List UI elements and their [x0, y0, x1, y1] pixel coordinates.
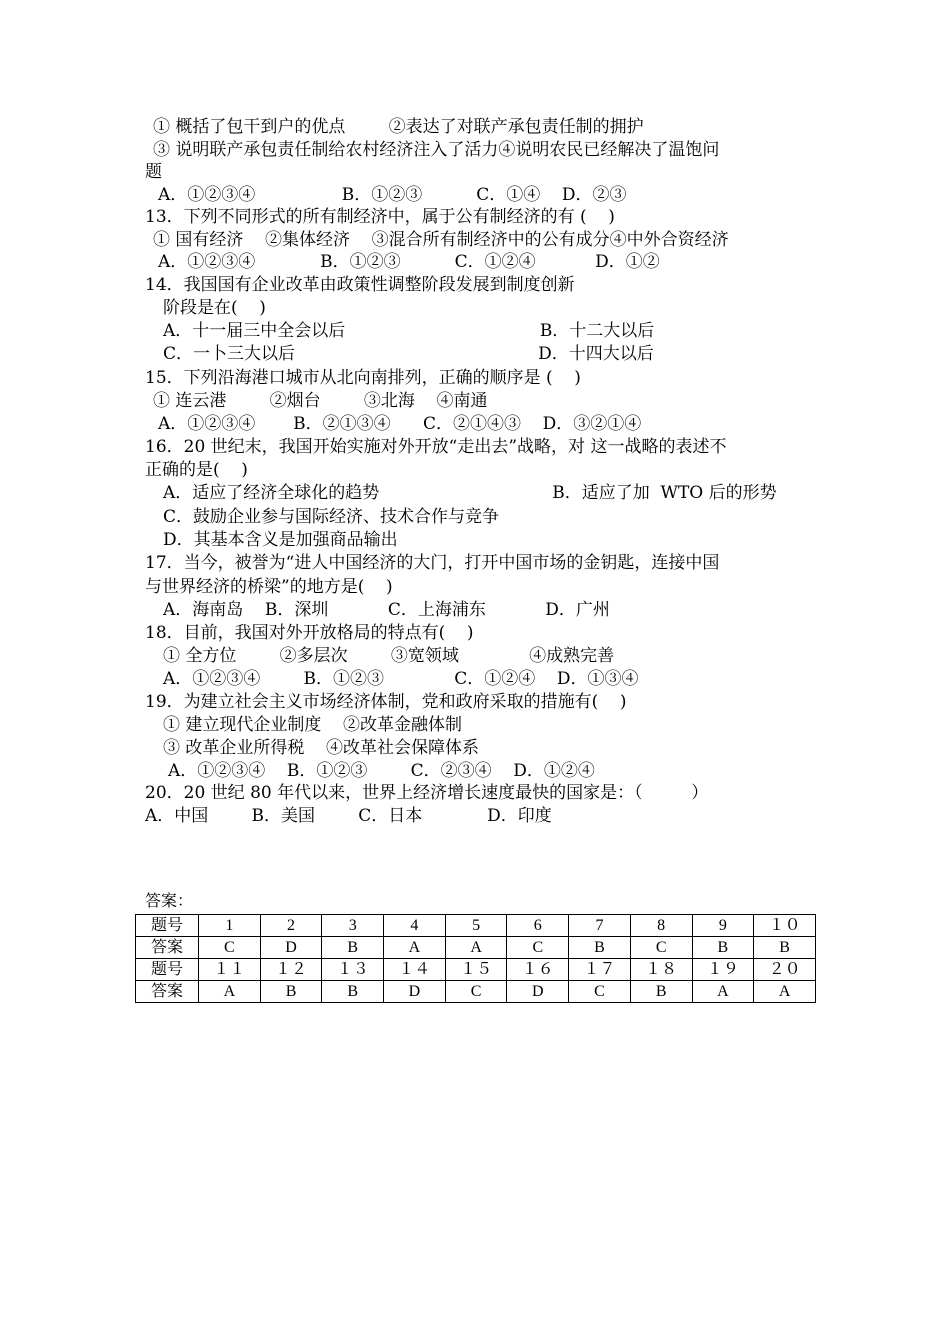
q12-option-line-3: 题	[145, 162, 162, 182]
q14-stem-1: 14．我国国有企业改革由政策性调整阶段发展到制度创新	[145, 275, 575, 295]
answer-heading: 答案：	[145, 891, 194, 910]
table-cell: １９	[692, 959, 754, 981]
q19-options-1: ① 建立现代企业制度 ②改革金融体制	[163, 715, 463, 735]
table-cell: D	[507, 981, 569, 1003]
table-cell: 4	[384, 915, 446, 937]
table-cell: 1	[199, 915, 261, 937]
table-cell: １８	[630, 959, 692, 981]
q14-choices-cd: C．一卜三大以后 D．十四大以后	[163, 344, 654, 364]
q14-choices-ab: A．十一届三中全会以后 B．十二大以后	[163, 321, 655, 341]
table-cell: C	[569, 981, 631, 1003]
table-cell: 5	[445, 915, 507, 937]
table-cell: D	[384, 981, 446, 1003]
q16-stem-1: 16．20 世纪末，我国开始实施对外开放“走出去”战略，对 这一战略的表述不	[145, 437, 727, 457]
table-cell: １４	[384, 959, 446, 981]
table-cell: １７	[569, 959, 631, 981]
table-cell: １３	[322, 959, 384, 981]
q12-choices: A．①②③④ B．①②③ C．①④ D．②③	[158, 185, 627, 205]
table-cell: B	[260, 981, 322, 1003]
q16-stem-2: 正确的是( )	[145, 460, 248, 480]
table-cell: 2	[260, 915, 322, 937]
table-cell: C	[445, 981, 507, 1003]
q17-stem-1: 17．当今，被誉为“进人中国经济的大门，打开中国市场的金钥匙，连接中国	[145, 553, 720, 573]
table-cell: 题号	[136, 915, 199, 937]
q17-choices: A．海南岛 B．深圳 C．上海浦东 D．广州	[163, 600, 610, 620]
table-cell: A	[754, 981, 816, 1003]
q15-options: ① 连云港 ②烟台 ③北海 ④南通	[153, 391, 488, 411]
table-row	[136, 959, 816, 981]
table-cell: B	[630, 981, 692, 1003]
table-cell: １２	[260, 959, 322, 981]
table-cell: B	[569, 937, 631, 959]
q15-choices: A．①②③④ B．②①③④ C．②①④③ D．③②①④	[158, 414, 642, 434]
table-cell: 6	[507, 915, 569, 937]
q15-stem: 15．下列沿海港口城市从北向南排列，正确的顺序是 ( )	[145, 368, 581, 388]
table-cell: B	[754, 937, 816, 959]
q19-options-2: ③ 改革企业所得税 ④改革社会保障体系	[163, 738, 480, 758]
table-cell: 9	[692, 915, 754, 937]
table-row	[136, 915, 816, 937]
table-cell: A	[692, 981, 754, 1003]
table-cell: A	[445, 937, 507, 959]
table-cell: C	[507, 937, 569, 959]
q17-stem-2: 与世界经济的桥梁”的地方是( )	[145, 577, 393, 597]
table-cell: １６	[507, 959, 569, 981]
q19-choices: A．①②③④ B．①②③ C．②③④ D．①②④	[168, 761, 595, 781]
q16-choices-ab: A．适应了经济全球化的趋势 B．适应了加 WTO 后的形势	[163, 483, 777, 503]
table-cell: 答案	[136, 981, 199, 1003]
table-cell: A	[199, 981, 261, 1003]
table-cell: A	[384, 937, 446, 959]
q20-stem: 20．20 世纪 80 年代以来，世界上经济增长速度最快的国家是：（ ）	[145, 783, 709, 803]
q12-option-line-2: ③ 说明联产承包责任制给农村经济注入了活力④说明农民已经解决了温饱问	[153, 140, 720, 160]
answer-table	[135, 914, 816, 1003]
table-cell: B	[322, 981, 384, 1003]
q16-choice-c: C．鼓励企业参与国际经济、技术合作与竞争	[163, 507, 500, 527]
q13-stem: 13．下列不同形式的所有制经济中，属于公有制经济的有 ( )	[145, 207, 615, 227]
table-cell: B	[322, 937, 384, 959]
q18-stem: 18．目前，我国对外开放格局的特点有( )	[145, 623, 474, 643]
q13-options: ① 国有经济 ②集体经济 ③混合所有制经济中的公有成分④中外合资经济	[153, 230, 729, 250]
q18-options: ① 全方位 ②多层次 ③宽领域 ④成熟完善	[163, 646, 615, 666]
table-cell: D	[260, 937, 322, 959]
table-cell: 8	[630, 915, 692, 937]
table-cell: B	[692, 937, 754, 959]
table-cell: １５	[445, 959, 507, 981]
table-cell: 答案	[136, 937, 199, 959]
table-cell: C	[199, 937, 261, 959]
q13-choices: A．①②③④ B．①②③ C．①②④ D．①②	[158, 252, 660, 272]
table-cell: １１	[199, 959, 261, 981]
table-row	[136, 937, 816, 959]
q20-choices: A．中国 B．美国 C．日本 D．印度	[145, 806, 552, 826]
q18-choices: A．①②③④ B．①②③ C．①②④ D．①③④	[163, 669, 639, 689]
table-cell: C	[630, 937, 692, 959]
table-cell: ２０	[754, 959, 816, 981]
q12-option-line-1: ① 概括了包干到户的优点 ②表达了对联产承包责任制的拥护	[153, 117, 644, 137]
q14-stem-2: 阶段是在( )	[163, 298, 266, 318]
q16-choice-d: D．其基本含义是加强商品输出	[163, 530, 398, 550]
table-cell: １０	[754, 915, 816, 937]
q19-stem: 19．为建立社会主义市场经济体制，党和政府采取的措施有( )	[145, 692, 627, 712]
table-row	[136, 981, 816, 1003]
table-cell: 3	[322, 915, 384, 937]
table-cell: 7	[569, 915, 631, 937]
table-cell: 题号	[136, 959, 199, 981]
